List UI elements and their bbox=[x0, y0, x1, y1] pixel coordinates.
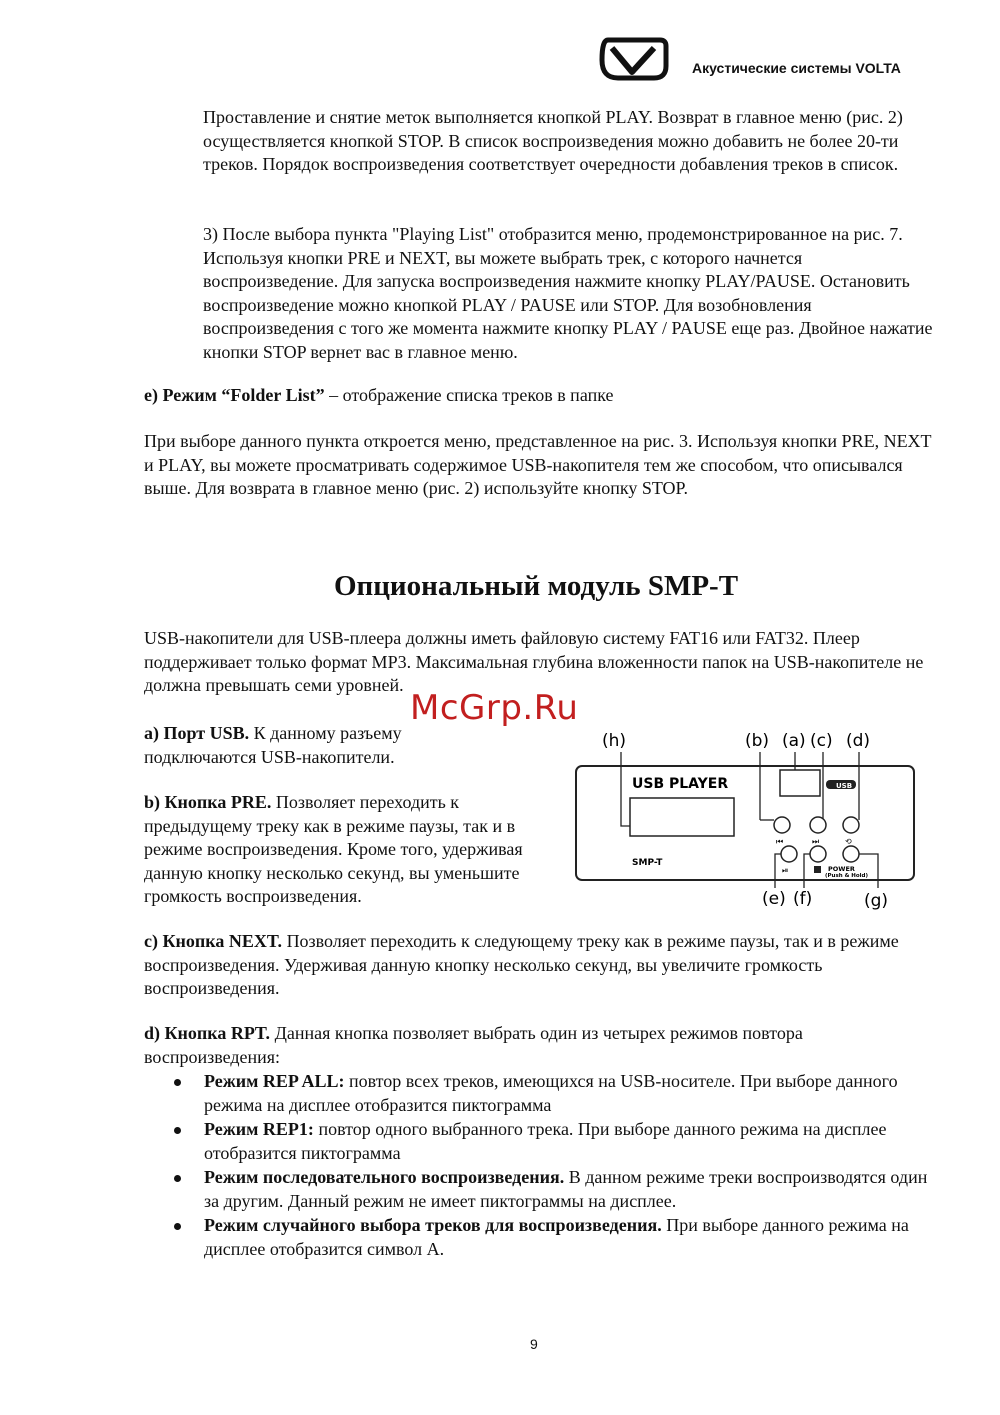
label-c: (c) bbox=[810, 731, 833, 751]
paragraph-marks: Проставление и снятие меток выполняется кнопкой PLAY. Возврат в главное меню (рис. 2) осуществляется кнопкой STOP. В список воспроизведения можно добавить не более 20-ти треков. Порядок воспроизведения соответствует очередности добавления треков в список. bbox=[203, 107, 903, 174]
player-display bbox=[630, 798, 734, 836]
play-pause-icon: ⏯ bbox=[782, 866, 789, 875]
bullet-icon bbox=[174, 1079, 181, 1086]
list-item bbox=[168, 1118, 928, 1165]
item-pre-desc: Позволяет переходить к предыдущему треку как в режиме паузы, так и в режиме воспроизведения. Кроме того, удерживая данную кнопку несколько секунд, вы уменьшите громкость воспроизведения. bbox=[144, 792, 523, 906]
bullet-icon bbox=[174, 1223, 181, 1230]
item-next-title: с) Кнопка NEXT. bbox=[144, 931, 283, 951]
mode-desc: В данном режиме треки воспроизводятся один за другим. Данный режим не имеет пиктограммы на дисплее. bbox=[204, 1167, 928, 1211]
paragraph-intro: USB-накопители для USB-плеера должны иметь файловую систему FAT16 или FAT32. Плеер поддерживает только формат MP3. Максимальная глубина вложенности папок на USB-накопителе не должна превышать семи уровней. bbox=[144, 628, 924, 695]
item-next-desc: Позволяет переходить к следующему треку как в режиме паузы, так и в режиме воспроизведения. Удерживая данную кнопку несколько секунд, вы увеличите громкость воспроизведения. bbox=[144, 931, 899, 998]
page-number: 9 bbox=[530, 1336, 538, 1352]
rpt-button bbox=[843, 817, 859, 833]
item-rpt-desc: Данная кнопка позволяет выбрать один из четырех режимов повтора воспроизведения: bbox=[144, 1023, 803, 1067]
label-e: (e) bbox=[762, 889, 786, 909]
folder-list-heading: е) Режим “Folder List” bbox=[144, 385, 325, 405]
watermark: McGrp.Ru bbox=[410, 688, 579, 728]
header-brand: Акустические системы VOLTA bbox=[692, 60, 901, 76]
mode-title: Режим REP1: bbox=[204, 1119, 314, 1139]
mode-title: Режим случайного выбора треков для воспроизведения. bbox=[204, 1215, 662, 1235]
list-item bbox=[168, 1214, 928, 1261]
label-a: (a) bbox=[782, 731, 806, 751]
stop-button bbox=[810, 846, 826, 862]
item-usb-port bbox=[144, 722, 444, 769]
label-b: (b) bbox=[745, 731, 770, 751]
label-f: (f) bbox=[793, 889, 813, 909]
item-pre-button bbox=[144, 791, 554, 909]
pre-button bbox=[774, 817, 790, 833]
mode-title: Режим последовательного воспроизведения. bbox=[204, 1167, 565, 1187]
bullet-icon bbox=[174, 1127, 181, 1134]
mode-title: Режим REP ALL: bbox=[204, 1071, 345, 1091]
power-sub-label: (Push & Hold) bbox=[825, 873, 868, 879]
folder-list-desc: – отображение списка треков в папке bbox=[324, 385, 614, 405]
usb-mark-text: USB bbox=[836, 782, 853, 790]
mode-desc: повтор всех треков, имеющихся на USB-носителе. При выборе данного режима на дисплее отобразится пиктограмма bbox=[204, 1071, 898, 1115]
item-pre-title: b) Кнопка PRE. bbox=[144, 792, 272, 812]
repeat-icon: ⟲ bbox=[845, 837, 852, 846]
panel-title: USB PLAYER bbox=[632, 776, 729, 792]
label-g: (g) bbox=[864, 891, 889, 911]
paragraph-folder-list bbox=[144, 384, 934, 408]
next-icon: ⏭ bbox=[812, 837, 820, 846]
repeat-modes-list bbox=[168, 1070, 928, 1261]
item-usb-port-desc: К данному разъему подключаются USB-накопители. bbox=[144, 723, 402, 767]
item-rpt-button bbox=[144, 1022, 934, 1069]
next-button bbox=[810, 817, 826, 833]
label-h: (h) bbox=[602, 731, 627, 751]
list-item bbox=[168, 1166, 928, 1213]
item-usb-port-title: а) Порт USB. bbox=[144, 723, 250, 743]
usb-port bbox=[780, 770, 820, 796]
bullet-icon bbox=[174, 1175, 181, 1182]
panel-model: SMP-T bbox=[632, 858, 663, 868]
play-pause-button bbox=[781, 846, 797, 862]
section-title: Опциональный модуль SMP-T bbox=[333, 570, 739, 602]
prev-icon: ⏮ bbox=[776, 837, 784, 846]
list-item bbox=[168, 1070, 928, 1117]
item-next-button bbox=[144, 930, 934, 1001]
item-rpt-title: d) Кнопка RPT. bbox=[144, 1023, 271, 1043]
paragraph-folder-usage: При выборе данного пункта откроется меню, представленное на рис. 3. Используя кнопки PRE, NEXT и PLAY, вы можете просматривать содержимое USB-накопителя тем же способом, что описывался выше. Для возврата в главное меню (рис. 2) используйте кнопку STOP. bbox=[144, 431, 932, 498]
paragraph-playing-list: 3) После выбора пункта "Playing List" отобразится меню, продемонстрированное на рис. 7. Используя кнопки PRE и NEXT, вы можете выбрать трек, с которого начнется воспроизведение. Для запуска воспроизведения нажмите кнопку PLAY/PAUSE. Остановить воспроизведение можно кнопкой PLAY / PAUSE или STOP. Для возобновления воспроизведения с того же момента нажмите кнопку PLAY / PAUSE еще раз. Двойное нажатие кнопки STOP вернет вас в главное меню. bbox=[203, 224, 933, 362]
power-label: POWER bbox=[828, 865, 855, 873]
mode-desc: повтор одного выбранного трека. При выборе данного режима на дисплее отобразится пиктограмма bbox=[204, 1119, 887, 1163]
volta-logo-icon bbox=[598, 36, 670, 82]
label-d: (d) bbox=[846, 731, 871, 751]
stop-icon bbox=[814, 866, 821, 873]
usb-player-diagram bbox=[570, 728, 920, 913]
mode-desc: При выборе данного режима на дисплее отобразится символ А. bbox=[204, 1215, 909, 1259]
power-button bbox=[843, 846, 859, 862]
player-panel bbox=[576, 766, 914, 880]
